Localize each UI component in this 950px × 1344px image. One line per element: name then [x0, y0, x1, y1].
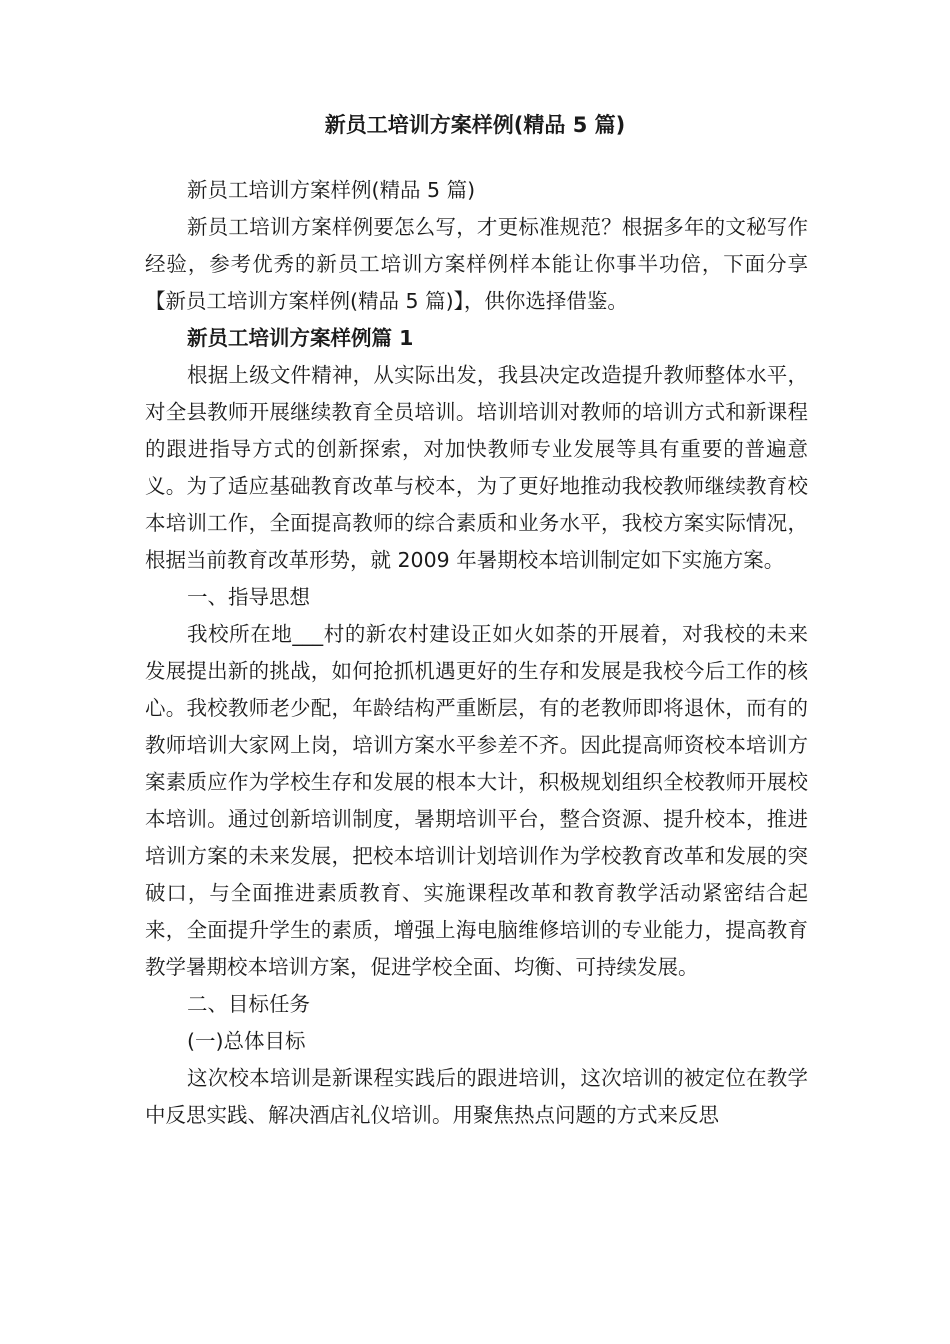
paragraph-body: 这次校本培训是新课程实践后的跟进培训，这次培训的被定位在教学中反思实践、解决酒店礼仪培训。用聚焦热点问题的方式来反思: [145, 1066, 808, 1127]
section-heading: 新员工培训方案样例篇 1: [187, 326, 414, 350]
paragraph-subtitle: 新员工培训方案样例(精品 5 篇): [187, 178, 476, 202]
document-title: 新员工培训方案样例(精品 5 篇): [324, 113, 626, 137]
document-body: [145, 172, 808, 1134]
paragraph-subheading: 一、指导思想: [187, 585, 311, 609]
paragraph-body: 根据上级文件精神，从实际出发，我县决定改造提升教师整体水平，对全县教师开展继续教育全员培训。培训培训对教师的培训方式和新课程的跟进指导方式的创新探索，对加快教师专业发展等具有重要的普遍意义。为了适应基础教育改革与校本，为了更好地推动我校教师继续教育校本培训工作，全面提高教师的综合素质和业务水平，我校方案实际情况，根据当前教育改革形势，就 2009 年暑期校本培训制定如下实施方案。: [145, 363, 808, 572]
paragraph-subheading: 二、目标任务: [187, 992, 311, 1016]
paragraph-subheading: (一)总体目标: [187, 1029, 306, 1053]
paragraph-intro: 新员工培训方案样例要怎么写，才更标准规范？根据多年的文秘写作经验，参考优秀的新员工培训方案样例样本能让你事半功倍，下面分享【新员工培训方案样例(精品 5 篇)】，供你选择借鉴。: [145, 215, 808, 313]
paragraph-body: 我校所在地___村的新农村建设正如火如荼的开展着，对我校的未来发展提出新的挑战，如何抢抓机遇更好的生存和发展是我校今后工作的核心。我校教师老少配，年龄结构严重断层，有的老教师即将退休，而有的教师培训大家网上岗，培训方案水平参差不齐。因此提高师资校本培训方案素质应作为学校生存和发展的根本大计，积极规划组织全校教师开展校本培训。通过创新培训制度，暑期培训平台，整合资源、提升校本，推进培训方案的未来发展，把校本培训计划培训作为学校教育改革和发展的突破口，与全面推进素质教育、实施课程改革和教育教学活动紧密结合起来，全面提升学生的素质，增强上海电脑维修培训的专业能力，提高教育教学暑期校本培训方案，促进学校全面、均衡、可持续发展。: [145, 622, 808, 979]
